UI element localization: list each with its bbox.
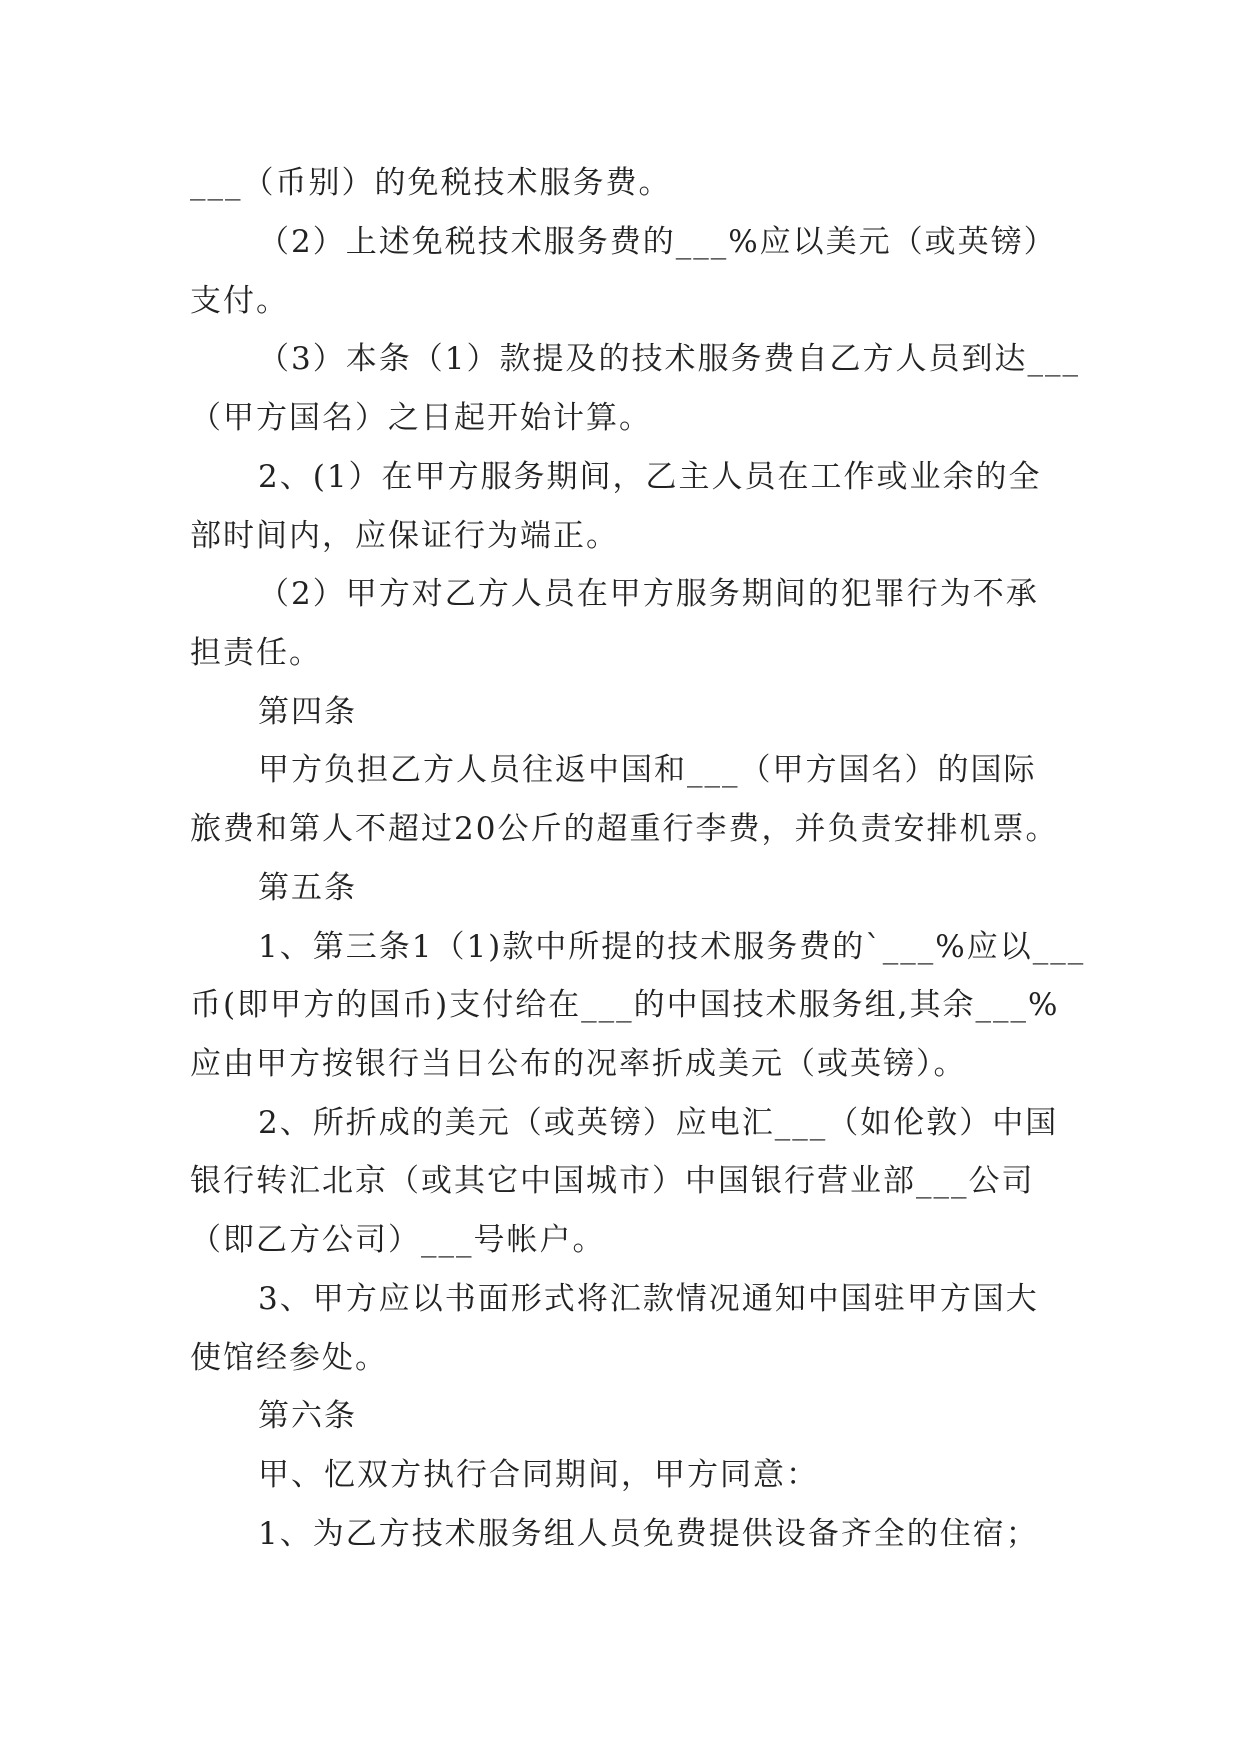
text-line: 旅费和第人不超过20公斤的超重行李费，并负责安排机票。 <box>190 811 1059 847</box>
text-line: 币(即甲方的国币)支付给在___的中国技术服务组,其余___% <box>190 987 1060 1023</box>
section-heading: 第四条 <box>258 694 357 730</box>
text-line: （2）上述免税技术服务费的___%应以美元（或英镑） <box>258 224 1057 260</box>
text-line: 使馆经参处。 <box>190 1340 388 1376</box>
text-line: 2、所折成的美元（或英镑）应电汇___（如伦敦）中国 <box>258 1105 1059 1141</box>
text-line: 1、为乙方技术服务组人员免费提供设备齐全的住宿； <box>258 1516 1039 1552</box>
text-line: 甲方负担乙方人员往返中国和___（甲方国名）的国际 <box>258 752 1037 788</box>
text-line: 银行转汇北京（或其它中国城市）中国银行营业部___公司 <box>190 1163 1035 1199</box>
text-line: 甲、忆双方执行合同期间，甲方同意： <box>258 1457 819 1493</box>
text-line: 支付。 <box>190 283 289 319</box>
text-line: 3、甲方应以书面形式将汇款情况通知中国驻甲方国大 <box>258 1281 1039 1317</box>
text-line: ___（币别）的免税技术服务费。 <box>190 165 672 201</box>
section-heading: 第五条 <box>258 870 357 906</box>
text-line: （3）本条（1）款提及的技术服务费自乙方人员到达___ <box>258 341 1080 377</box>
text-line: （即乙方公司）___号帐户。 <box>190 1222 606 1258</box>
text-line: 担责任。 <box>190 635 322 671</box>
text-line: 部时间内，应保证行为端正。 <box>190 518 619 554</box>
text-line: 应由甲方按银行当日公布的况率折成美元（或英镑）。 <box>190 1046 967 1082</box>
text-line: （甲方国名）之日起开始计算。 <box>190 400 652 436</box>
text-line: 1、第三条1（1)款中所提的技术服务费的`___%应以___ <box>258 929 1086 965</box>
text-line: 2、(1）在甲方服务期间，乙主人员在工作或业余的全 <box>258 459 1042 495</box>
text-line: （2）甲方对乙方人员在甲方服务期间的犯罪行为不承 <box>258 576 1039 612</box>
section-heading: 第六条 <box>258 1398 357 1434</box>
